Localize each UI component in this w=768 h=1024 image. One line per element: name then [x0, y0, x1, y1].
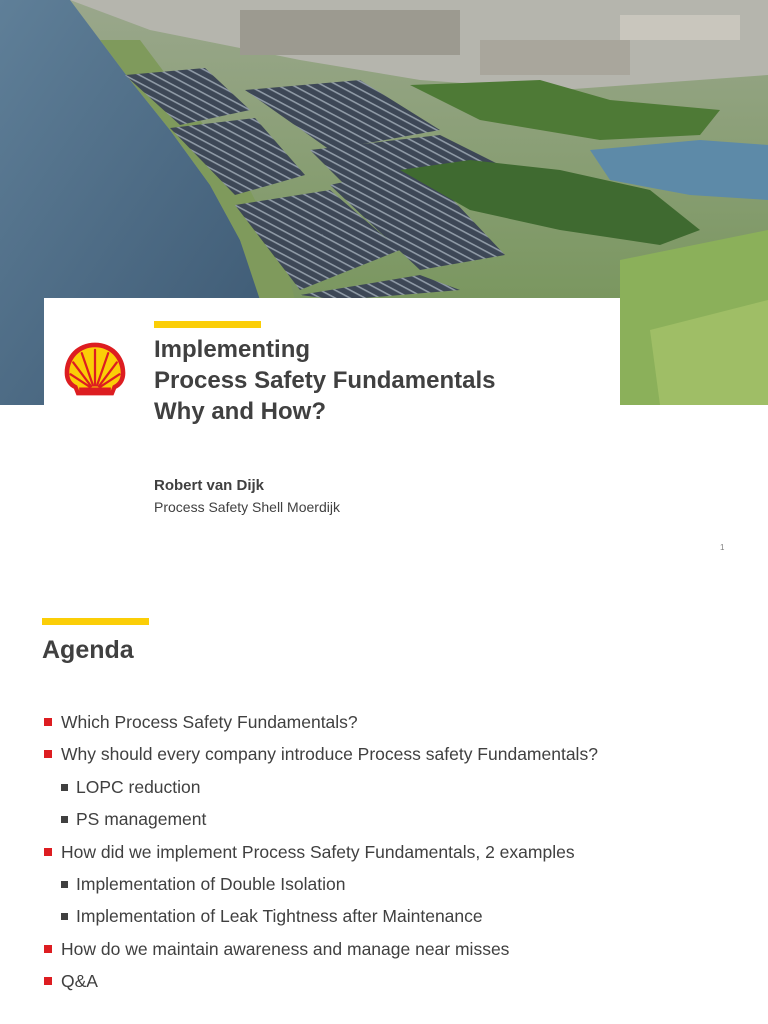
square-bullet-icon	[61, 881, 68, 888]
agenda-item	[42, 742, 598, 774]
agenda-item	[42, 710, 598, 742]
red-square-bullet-icon	[44, 977, 52, 985]
title-line-1: Implementing	[154, 336, 311, 363]
red-square-bullet-icon	[44, 848, 52, 856]
red-square-bullet-icon	[44, 945, 52, 953]
title-line-3: Why and How?	[154, 398, 326, 425]
agenda-subitem-text: Implementation of Double Isolation	[76, 873, 346, 894]
agenda-subitem-text: PS management	[76, 809, 207, 830]
agenda-item	[42, 937, 598, 969]
agenda-item	[42, 969, 598, 1001]
agenda-item-text: How did we implement Process Safety Fundamentals, 2 examples	[61, 841, 575, 862]
agenda-item-text: Which Process Safety Fundamentals?	[61, 712, 358, 732]
shell-logo-icon	[62, 340, 128, 402]
agenda-item-text: Q&A	[61, 971, 98, 992]
agenda-title: Agenda	[42, 636, 134, 664]
title-accent-bar	[154, 321, 261, 328]
author-role: Process Safety Shell Moerdijk	[154, 499, 340, 515]
agenda-subitem	[42, 872, 598, 904]
agenda-subitem-text: LOPC reduction	[76, 776, 201, 797]
presentation-title	[154, 334, 495, 427]
agenda-item-text: How do we maintain awareness and manage near misses	[61, 938, 510, 959]
title-line-2: Process Safety Fundamentals	[154, 367, 496, 394]
agenda-slide	[0, 584, 768, 1024]
square-bullet-icon	[61, 913, 68, 920]
agenda-subitem	[42, 904, 598, 936]
author-name: Robert van Dijk	[154, 477, 265, 494]
square-bullet-icon	[61, 784, 68, 791]
square-bullet-icon	[61, 816, 68, 823]
agenda-item	[42, 840, 598, 872]
page-number: 1	[720, 543, 725, 552]
agenda-accent-bar	[42, 618, 149, 625]
red-square-bullet-icon	[44, 718, 52, 726]
slide-separator	[0, 576, 768, 584]
agenda-item-text: Why should every company introduce Process safety Fundamentals?	[61, 744, 598, 765]
agenda-subitem	[42, 775, 598, 807]
agenda-subitem-text: Implementation of Leak Tightness after Maintenance	[76, 906, 483, 927]
red-square-bullet-icon	[44, 750, 52, 758]
agenda-subitem	[42, 807, 598, 839]
agenda-list	[42, 710, 598, 1002]
